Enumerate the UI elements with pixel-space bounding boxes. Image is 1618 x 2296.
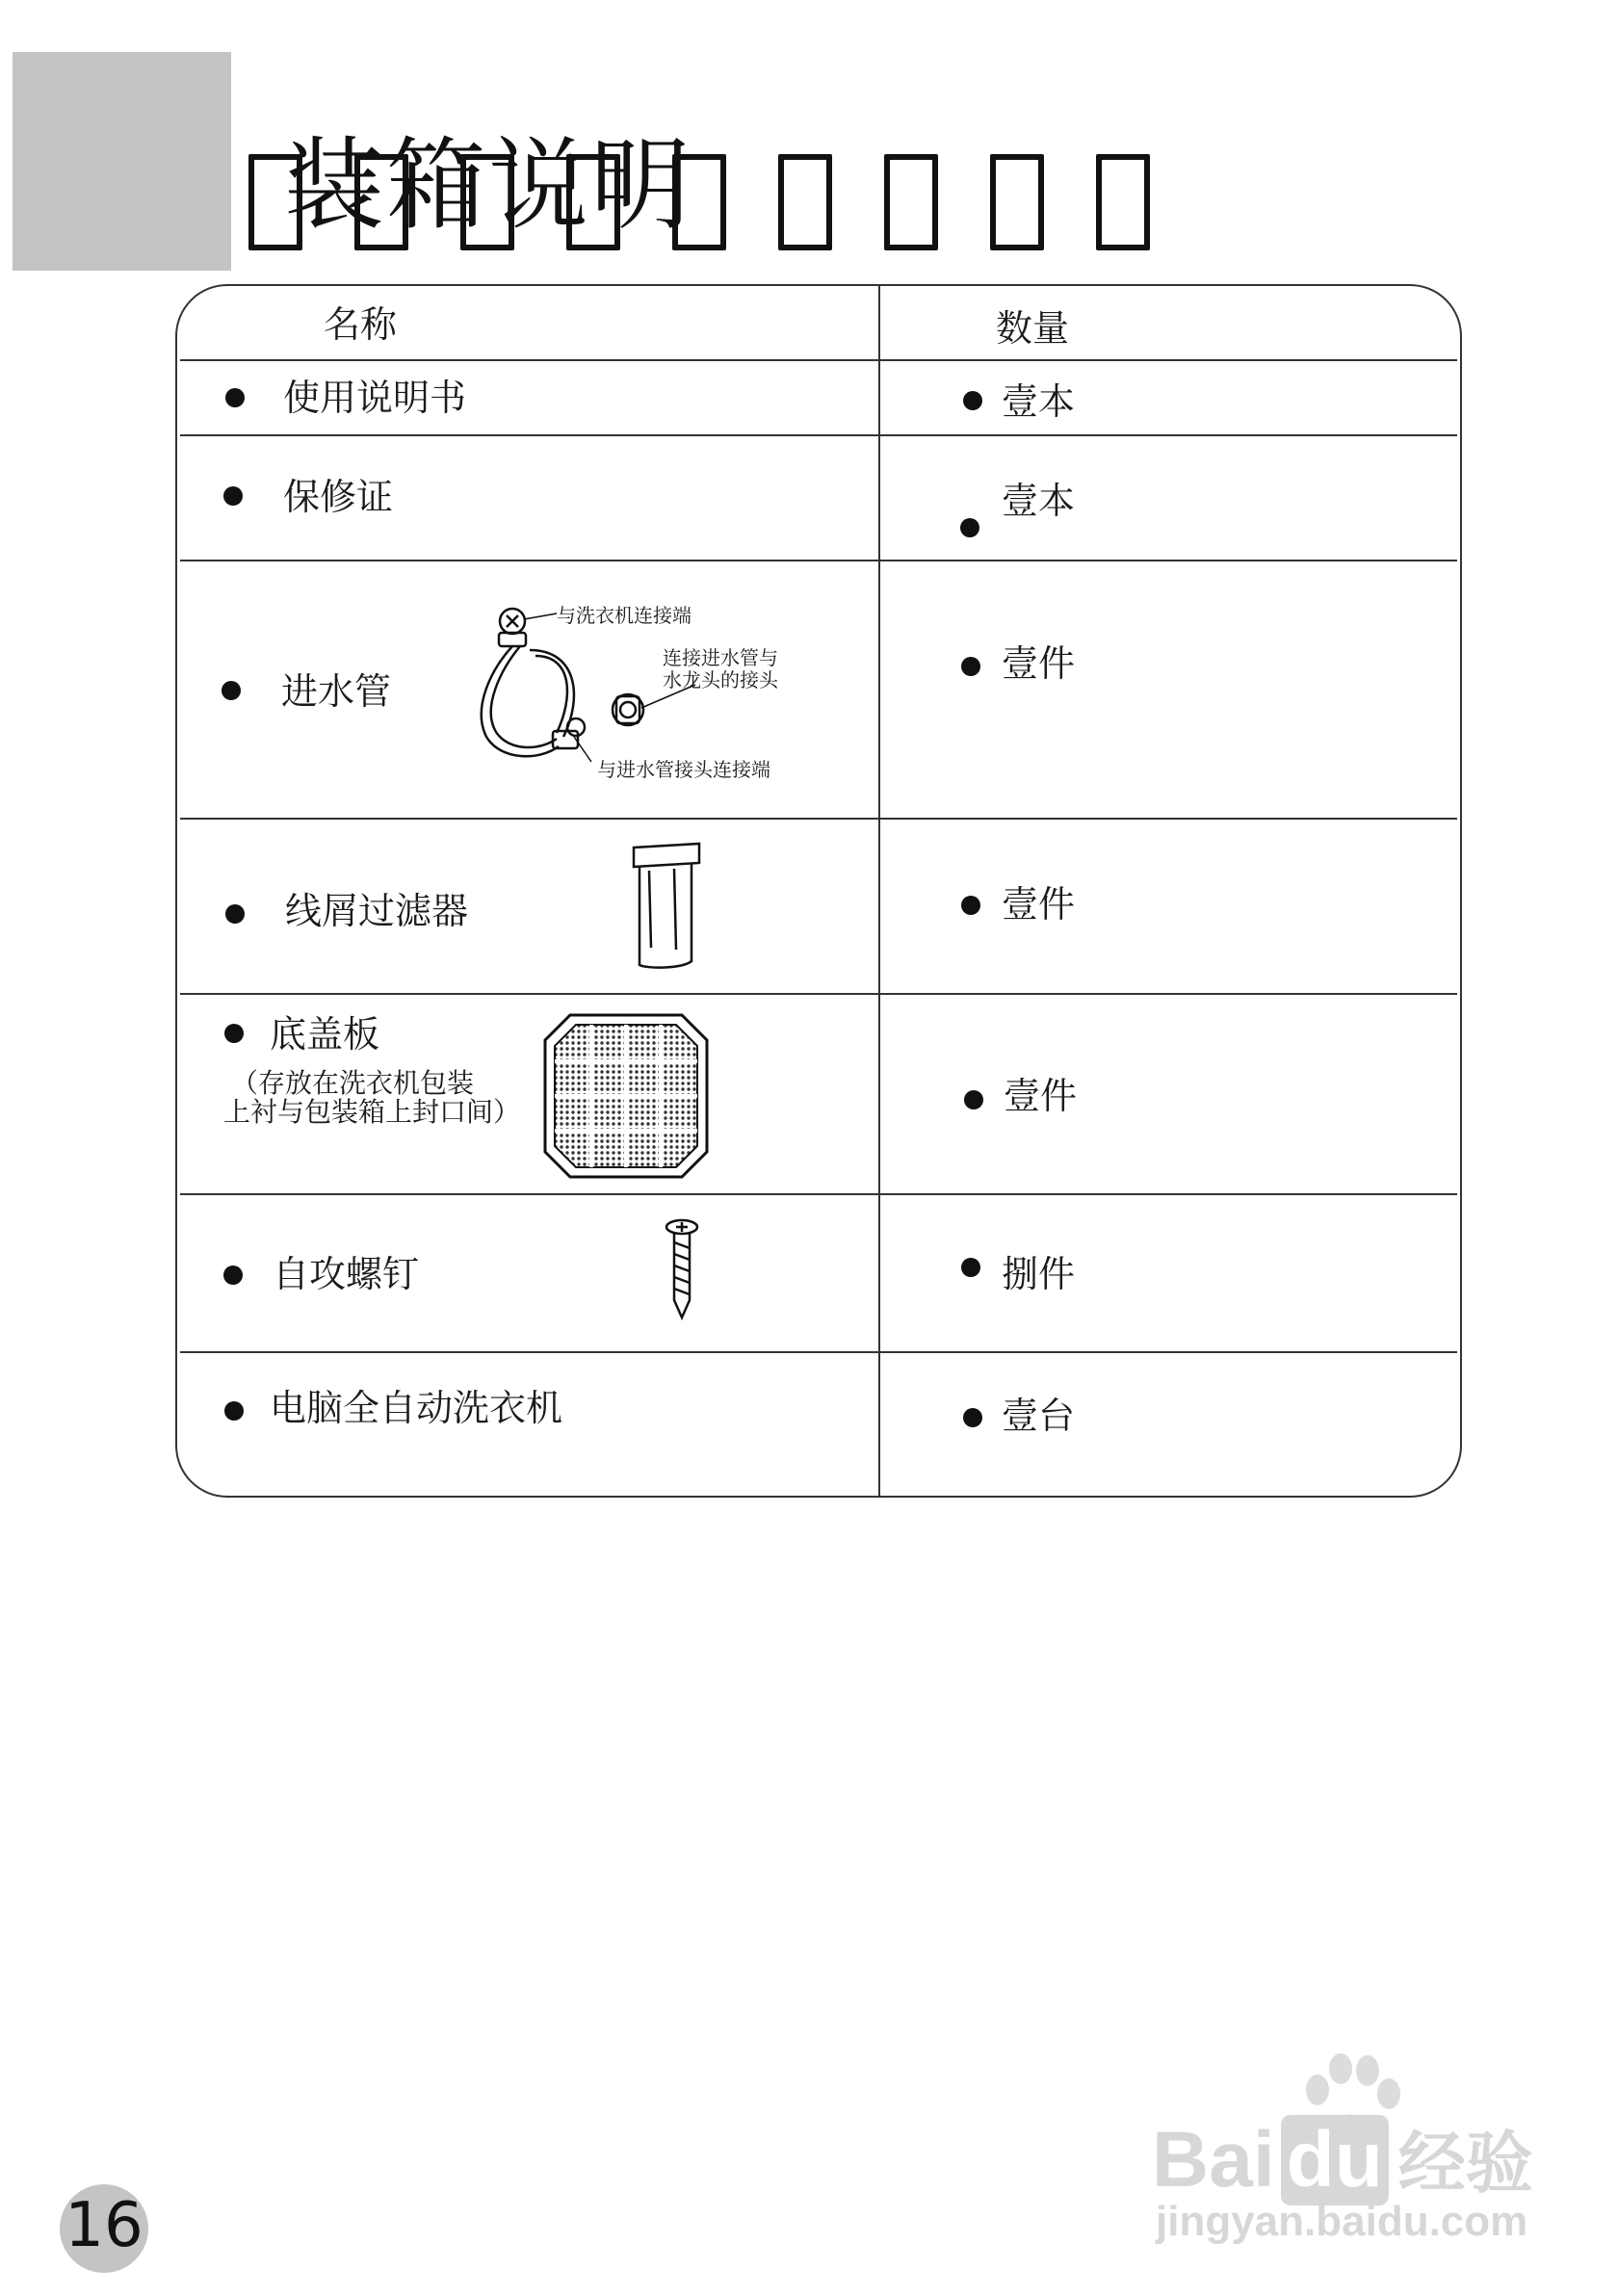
bullet [961, 896, 980, 915]
item-name: 线屑过滤器 [285, 890, 469, 932]
bullet [225, 904, 245, 924]
bullet [961, 1258, 980, 1277]
item-name: 底盖板 [270, 1013, 380, 1056]
item-quantity: 壹本 [1002, 480, 1076, 522]
watermark-url: jingyan.baidu.com [1156, 2198, 1528, 2245]
callout-faucet-connector-line2: 水龙头的接头 [663, 668, 778, 691]
column-divider [878, 284, 880, 1498]
row-divider [180, 1351, 1457, 1353]
bullet [223, 1265, 243, 1285]
row-divider [180, 359, 1457, 361]
bullet [963, 391, 982, 410]
bullet [224, 1401, 244, 1421]
row-divider [180, 560, 1457, 561]
bullet [224, 1024, 244, 1043]
item-note-line2: 上衬与包装箱上封口间） [223, 1096, 521, 1128]
item-name: 保修证 [283, 476, 394, 518]
page-number: 16 [65, 2190, 144, 2261]
item-name: 使用说明书 [283, 377, 467, 419]
page-title: 装箱说明 [284, 126, 693, 244]
item-quantity: 壹件 [1004, 1075, 1078, 1117]
item-name: 进水管 [281, 670, 392, 713]
bullet [223, 486, 243, 506]
item-name: 电脑全自动洗衣机 [270, 1387, 563, 1429]
item-quantity: 壹本 [1002, 380, 1076, 423]
header-gray-block [13, 52, 231, 271]
row-divider [180, 993, 1457, 995]
row-divider [180, 818, 1457, 820]
callout-connector-end: 与进水管接头连接端 [597, 758, 770, 781]
bullet [222, 681, 241, 700]
item-name: 自攻螺钉 [273, 1253, 420, 1295]
watermark-brand: Bai du 经验 [1152, 2116, 1533, 2204]
bullet [963, 1408, 982, 1427]
bullet [225, 388, 245, 407]
callout-machine-end: 与洗衣机连接端 [557, 604, 692, 627]
header-name: 名称 [324, 303, 398, 346]
item-note-line1: （存放在洗衣机包装 [231, 1067, 475, 1099]
bullet [961, 657, 980, 676]
header-quantity: 数量 [996, 307, 1070, 350]
row-divider [180, 1193, 1457, 1195]
item-quantity: 壹件 [1002, 883, 1076, 926]
item-quantity: 壹件 [1002, 642, 1076, 685]
callout-faucet-connector-line1: 连接进水管与 [663, 646, 778, 669]
lint-filter-illustration [628, 842, 705, 973]
screw-illustration [663, 1217, 701, 1323]
bullet [960, 518, 979, 537]
row-divider [180, 434, 1457, 436]
bullet [964, 1090, 983, 1109]
item-quantity: 壹台 [1002, 1395, 1076, 1437]
item-quantity: 捌件 [1002, 1253, 1076, 1295]
bottom-cover-illustration [541, 1011, 711, 1181]
